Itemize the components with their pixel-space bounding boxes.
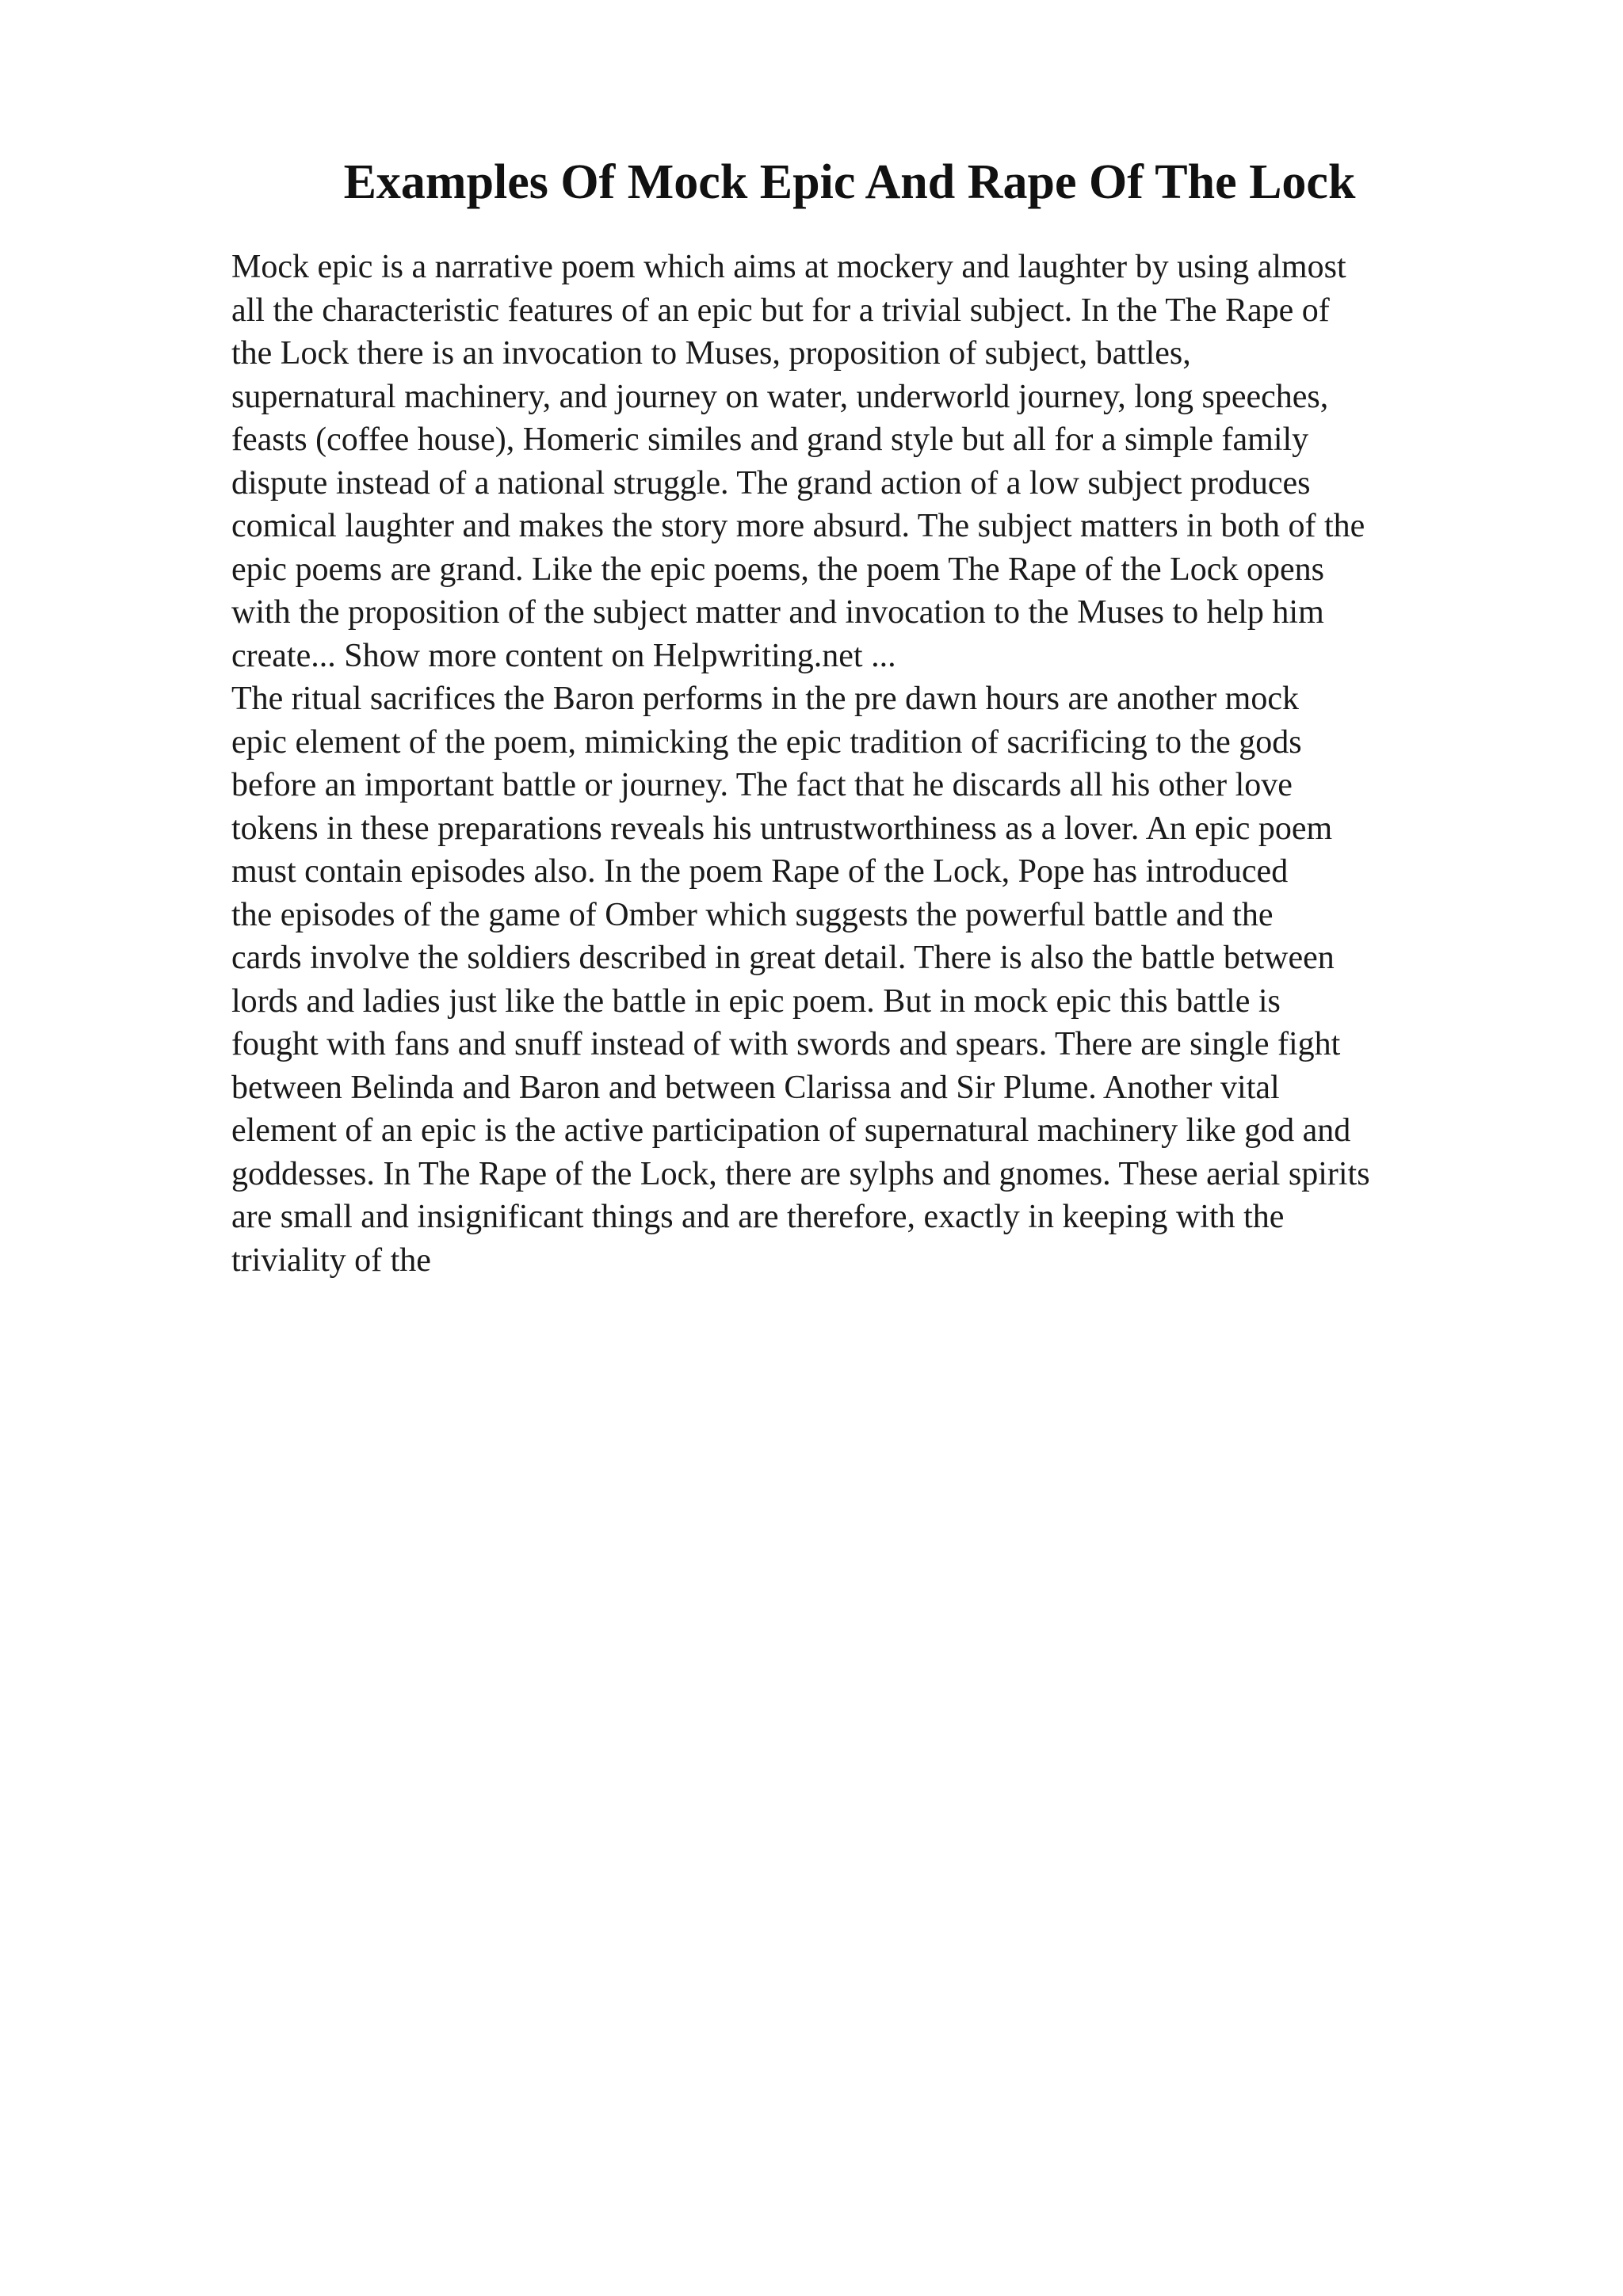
body-line: epic poems are grand. Like the epic poems, the poem The Rape of the Lock opens xyxy=(231,551,1324,588)
body-line: create... Show more content on Helpwriting.net ... xyxy=(231,637,896,674)
body-line: before an important battle or journey. The fact that he discards all his other love xyxy=(231,767,1293,803)
body-line: fought with fans and snuff instead of with swords and spears. There are single fight xyxy=(231,1026,1341,1062)
body-line: The ritual sacrifices the Baron performs in the pre dawn hours are another mock xyxy=(231,681,1299,717)
body-line: must contain episodes also. In the poem Rape of the Lock, Pope has introduced xyxy=(231,853,1289,890)
body-line: Mock epic is a narrative poem which aims at mockery and laughter by using almost xyxy=(231,249,1346,285)
body-line: goddesses. In The Rape of the Lock, there are sylphs and gnomes. These aerial spirits xyxy=(231,1155,1370,1192)
body-line: cards involve the soldiers described in great detail. There is also the battle between xyxy=(231,940,1335,976)
body-line: dispute instead of a national struggle. The grand action of a low subject produces xyxy=(231,464,1311,502)
body-line: epic element of the poem, mimicking the epic tradition of sacrificing to the gods xyxy=(231,723,1302,761)
body-line: the Lock there is an invocation to Muses, proposition of subject, battles, xyxy=(231,335,1191,372)
body-line: the episodes of the game of Omber which suggests the powerful battle and the xyxy=(231,896,1274,933)
body-line: triviality of the xyxy=(231,1241,431,1279)
body-line: lords and ladies just like the battle in epic poem. But in mock epic this battle is xyxy=(231,982,1281,1020)
body-line: all the characteristic features of an epic but for a trivial subject. In the The Rape of xyxy=(231,292,1330,329)
body-line: element of an epic is the active participation of supernatural machinery like god and xyxy=(231,1112,1351,1149)
document-title: Examples Of Mock Epic And Rape Of The Lock xyxy=(343,155,1356,209)
body-line: tokens in these preparations reveals his untrustworthiness as a lover. An epic poem xyxy=(231,810,1333,847)
body-line: comical laughter and makes the story more absurd. The subject matters in both of the xyxy=(231,508,1365,544)
body-line: supernatural machinery, and journey on water, underworld journey, long speeches, xyxy=(231,378,1329,415)
body-line: with the proposition of the subject matter and invocation to the Muses to help him xyxy=(231,594,1324,631)
body-line: feasts (coffee house), Homeric similes and grand style but all for a simple family xyxy=(231,421,1309,458)
body-line: between Belinda and Baron and between Clarissa and Sir Plume. Another vital xyxy=(231,1069,1280,1106)
body-line: are small and insignificant things and are therefore, exactly in keeping with the xyxy=(231,1199,1285,1235)
document-body xyxy=(231,246,1515,1282)
